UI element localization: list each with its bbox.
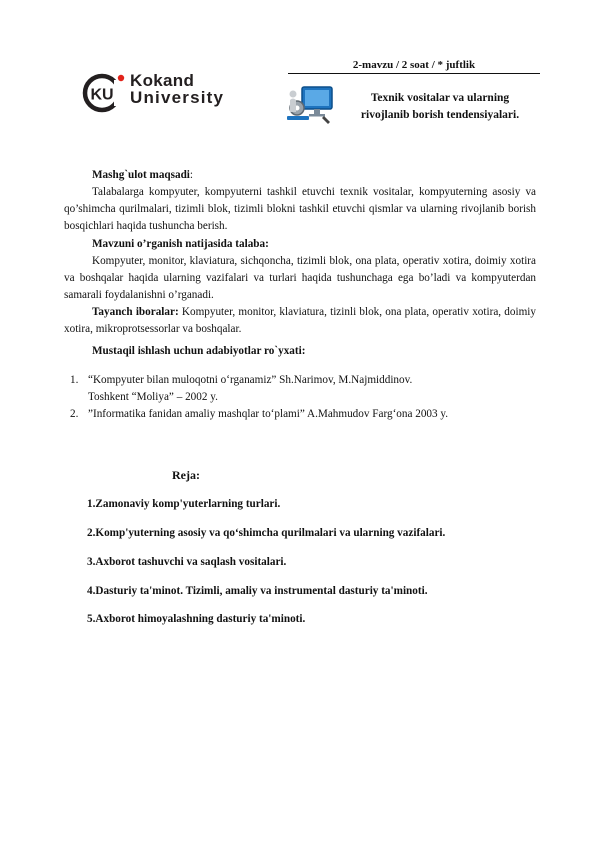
- literature-item-line2: Toshkent “Moliya” – 2002 y.: [88, 391, 218, 403]
- literature-item-line1: ”Informatika fanidan amaliy mashqlar to‘plami” A.Mahmudov Farg‘ona 2003 y.: [88, 408, 449, 420]
- keywords-heading: Tayanch iboralar:: [92, 306, 179, 318]
- plan-item-1: 1.Zamonaviy komp'yuterlarning turlari.: [87, 498, 281, 510]
- goal-heading: Mashg`ulot maqsadi:: [92, 169, 194, 181]
- topic-title: [340, 90, 540, 124]
- ku-monogram-icon: [80, 72, 128, 114]
- logo-monogram: KU: [90, 86, 114, 104]
- logo-wordmark: [130, 72, 224, 106]
- goal-text: Talabalarga kompyuter, kompyuterni tashkil etuvchi texnik vositalar, kompyuterning asosiy va qo’shimcha qurilmalari, tizimli blok, tizimli blokni tashkil etuvchi qismlar va ularning rivojlanib borish bosqichlari haqida tushuncha berish.: [64, 186, 536, 232]
- plan-item-5: 5.Axborot himoyalashning dasturiy ta'minoti.: [87, 613, 306, 625]
- logo-line-2: University: [130, 88, 225, 107]
- computer-gear-illustration: [284, 82, 336, 126]
- lesson-info: 2-mavzu / 2 soat / * juftlik: [288, 59, 540, 74]
- literature-item-2: [70, 406, 448, 423]
- logo-line-1: Kokand: [130, 71, 195, 90]
- outcome-text: Kompyuter, monitor, klaviatura, sichqoncha, tizimli blok, ona plata, operativ xotira, doimiy xotira va boshqalar haqida ularning vazifalari va turlari haqida tushunchaga ega bo’ladi va kompyuterdan samarali foydalanishni o’rganadi.: [64, 255, 536, 301]
- plan-item-2: 2.Komp'yuterning asosiy va qo‘shimcha qurilmalari va ularning vazifalari.: [87, 527, 446, 539]
- literature-item-line1: “Kompyuter bilan muloqotni o‘rganamiz” Sh.Narimov, M.Najmiddinov.: [88, 374, 413, 386]
- literature-item-1: [70, 372, 412, 406]
- outcome-heading: Mavzuni o’rganish natijasida talaba:: [92, 238, 269, 250]
- keywords-paragraph: [64, 304, 536, 338]
- literature-item-number: 2.: [70, 408, 79, 420]
- plan-heading: Reja:: [172, 468, 200, 482]
- plan-item-4: 4.Dasturiy ta'minot. Tizimli, amaliy va instrumental dasturiy ta'minoti.: [87, 585, 428, 597]
- literature-item-number: 1.: [70, 374, 79, 386]
- topic-line-2: rivojlanib borish tendensiyalari.: [360, 109, 520, 121]
- kokand-university-logo: [80, 72, 262, 114]
- monitor-gear-icon: [284, 82, 336, 126]
- plan-item-3: 3.Axborot tashuvchi va saqlash vositalari.: [87, 556, 287, 568]
- topic-line-1: Texnik vositalar va ularning: [370, 92, 510, 104]
- keywords-text: Kompyuter, monitor, klaviatura, tizinli blok, ona plata, operativ xotira, doimiy xotira, mikroprotsessorlar va boshqalar.: [64, 306, 536, 335]
- literature-heading: Mustaqil ishlash uchun adabiyotlar ro`yxati:: [92, 345, 306, 357]
